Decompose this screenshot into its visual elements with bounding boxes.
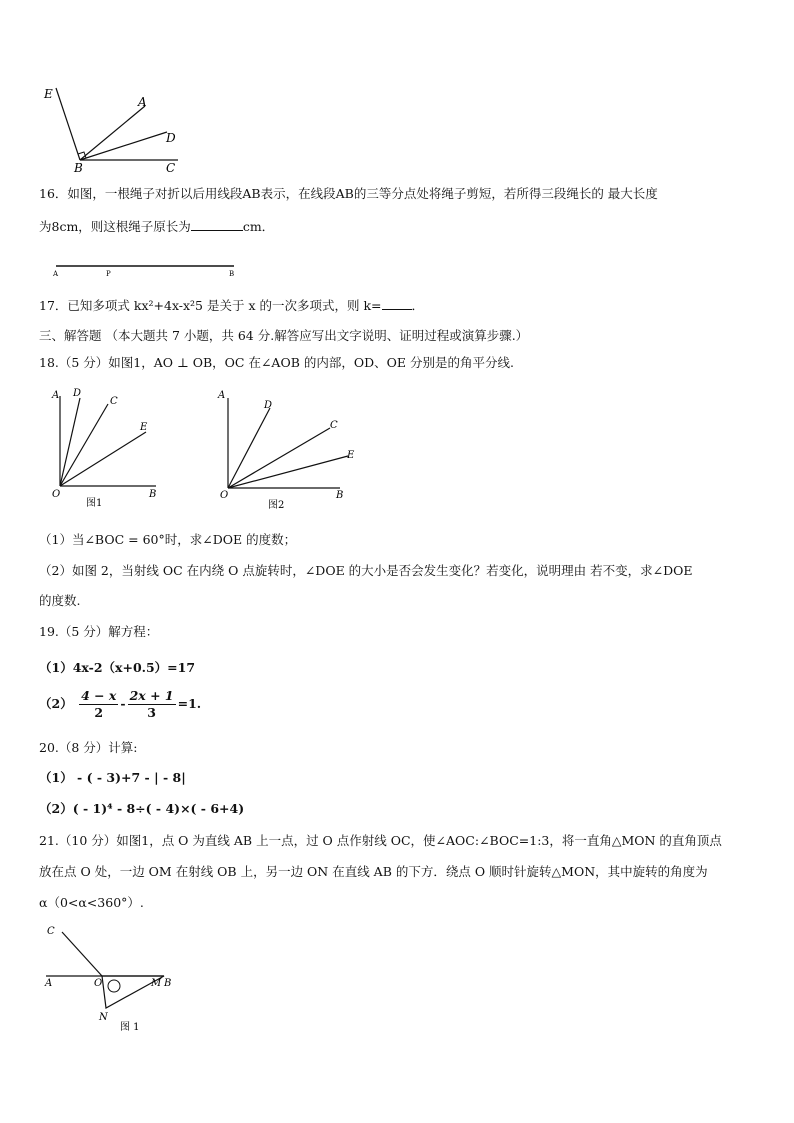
- q19-part2-label: （2）: [39, 696, 73, 711]
- seg-label-p: P: [106, 270, 111, 278]
- q16-line2: [39, 219, 274, 235]
- label-e: E: [44, 87, 53, 101]
- fig21-label-a: A: [45, 978, 53, 989]
- seg-label-b: B: [229, 270, 235, 278]
- q19-part2: [39, 688, 201, 721]
- fig21-caption: 图 1: [120, 1022, 140, 1033]
- q21-line2: 放在点 O 处，一边 OM 在射线 OB 上，另一边 ON 在直线 AB 的下方．绕点 O 顺时针旋转△MON，其中旋转的角度为: [39, 864, 708, 879]
- q17-answer-blank[interactable]: [382, 299, 412, 310]
- q19-rhs: =1.: [177, 696, 202, 711]
- q16-answer-blank[interactable]: [191, 220, 243, 231]
- q21-line1: 21.（10 分）如图1，点 O 为直线 AB 上一点，过 O 点作射线 OC，使∠AOC:∠BOC=1:3，将一直角△MON 的直角顶点: [39, 833, 722, 848]
- ray-ba: [80, 106, 145, 160]
- q19-fraction-1: [79, 688, 118, 721]
- fig1-label-e: E: [140, 422, 148, 433]
- q17-line: [39, 298, 424, 314]
- q19-minus: -: [120, 696, 126, 711]
- fig1-ray-od: [60, 398, 80, 486]
- fig2-label-o: O: [220, 490, 229, 501]
- seg-label-a: A: [53, 270, 59, 278]
- label-c: C: [166, 161, 176, 175]
- fig21-label-c: C: [47, 926, 55, 937]
- fig21-label-b: B: [164, 978, 172, 989]
- frac2-denominator: 3: [147, 705, 156, 720]
- ray-oc: [62, 932, 102, 976]
- frac2-numerator: 2x + 1: [129, 688, 174, 703]
- q16-text-b: cm．: [242, 219, 275, 234]
- fig1-ray-oe: [60, 432, 146, 486]
- fig2-label-d: D: [264, 400, 273, 411]
- q21-figure-1: [40, 918, 190, 1036]
- q18-figure-2: [212, 384, 357, 512]
- q19-stem: 19.（5 分）解方程：: [39, 624, 159, 639]
- section3-title: 三、解答题 （本大题共 7 小题，共 64 分.解答应写出文字说明、证明过程或演算步骤.）: [39, 328, 529, 343]
- ray-bd: [80, 132, 167, 160]
- fig2-label-e: E: [347, 450, 355, 461]
- frac1-numerator: 4 − x: [81, 688, 117, 703]
- q17-text-b: ．: [411, 298, 425, 313]
- fig1-label-o: O: [52, 489, 61, 500]
- q18-part2b: 的度数.: [39, 593, 81, 608]
- label-b: B: [74, 161, 83, 175]
- q18-part1: （1）当∠BOC = 60°时，求∠DOE 的度数；: [39, 532, 297, 547]
- fig1-label-a: A: [52, 390, 60, 401]
- fig2-caption: 图2: [268, 500, 285, 511]
- q19-part1: （1）4x-2（x+0.5）=17: [39, 660, 196, 675]
- q20-part2: （2）( - 1)⁴ - 8÷( - 4)×( - 6+4): [39, 801, 245, 816]
- label-d: D: [166, 131, 176, 145]
- fig1-caption: 图1: [86, 498, 103, 509]
- fig2-label-c: C: [330, 420, 338, 431]
- fig2-ray-oe: [228, 456, 348, 488]
- q16-line1: 16．如图，一根绳子对折以后用线段AB表示，在线段AB的三等分点处将绳子剪短，若所得三段绳长的 最大长度: [39, 186, 658, 201]
- figure-angles-ebc: [40, 84, 190, 176]
- triangle-circle-mark: [108, 980, 120, 992]
- fig1-ray-oc: [60, 404, 108, 486]
- q21-line3: α（0<α<360°）.: [39, 895, 144, 910]
- ray-be: [56, 88, 80, 160]
- q18-part2a: （2）如图 2，当射线 OC 在内绕 O 点旋转时，∠DOE 的大小是否会发生变化？若变化，说明理由 若不变，求∠DOE: [39, 563, 693, 578]
- q19-fraction-2: [128, 688, 176, 721]
- fig1-label-c: C: [110, 396, 118, 407]
- fig21-label-m: M: [151, 978, 162, 989]
- frac1-denominator: 2: [94, 705, 104, 720]
- fig2-label-a: A: [218, 390, 226, 401]
- q20-part1: （1） - ( - 3)+7 - | - 8|: [39, 770, 186, 785]
- fig1-label-b: B: [149, 489, 157, 500]
- fig2-label-b: B: [336, 490, 344, 501]
- figure-segment-ab: [48, 258, 248, 280]
- fig21-label-n: N: [99, 1012, 108, 1023]
- q17-text-a: 17．已知多项式 kx²+4x-x²5 是关于 x 的一次多项式，则 k=: [39, 298, 382, 313]
- label-a: A: [138, 95, 147, 109]
- q20-stem: 20.（8 分）计算:: [39, 740, 138, 755]
- fig21-label-o: O: [94, 978, 103, 989]
- fig1-label-d: D: [73, 388, 82, 399]
- q18-figure-1: [46, 384, 171, 512]
- q18-stem: 18.（5 分）如图1，AO ⊥ OB，OC 在∠AOB 的内部，OD、OE 分别是的角平分线.: [39, 355, 514, 370]
- q16-text-a: 为8cm，则这根绳子原长为: [39, 219, 191, 234]
